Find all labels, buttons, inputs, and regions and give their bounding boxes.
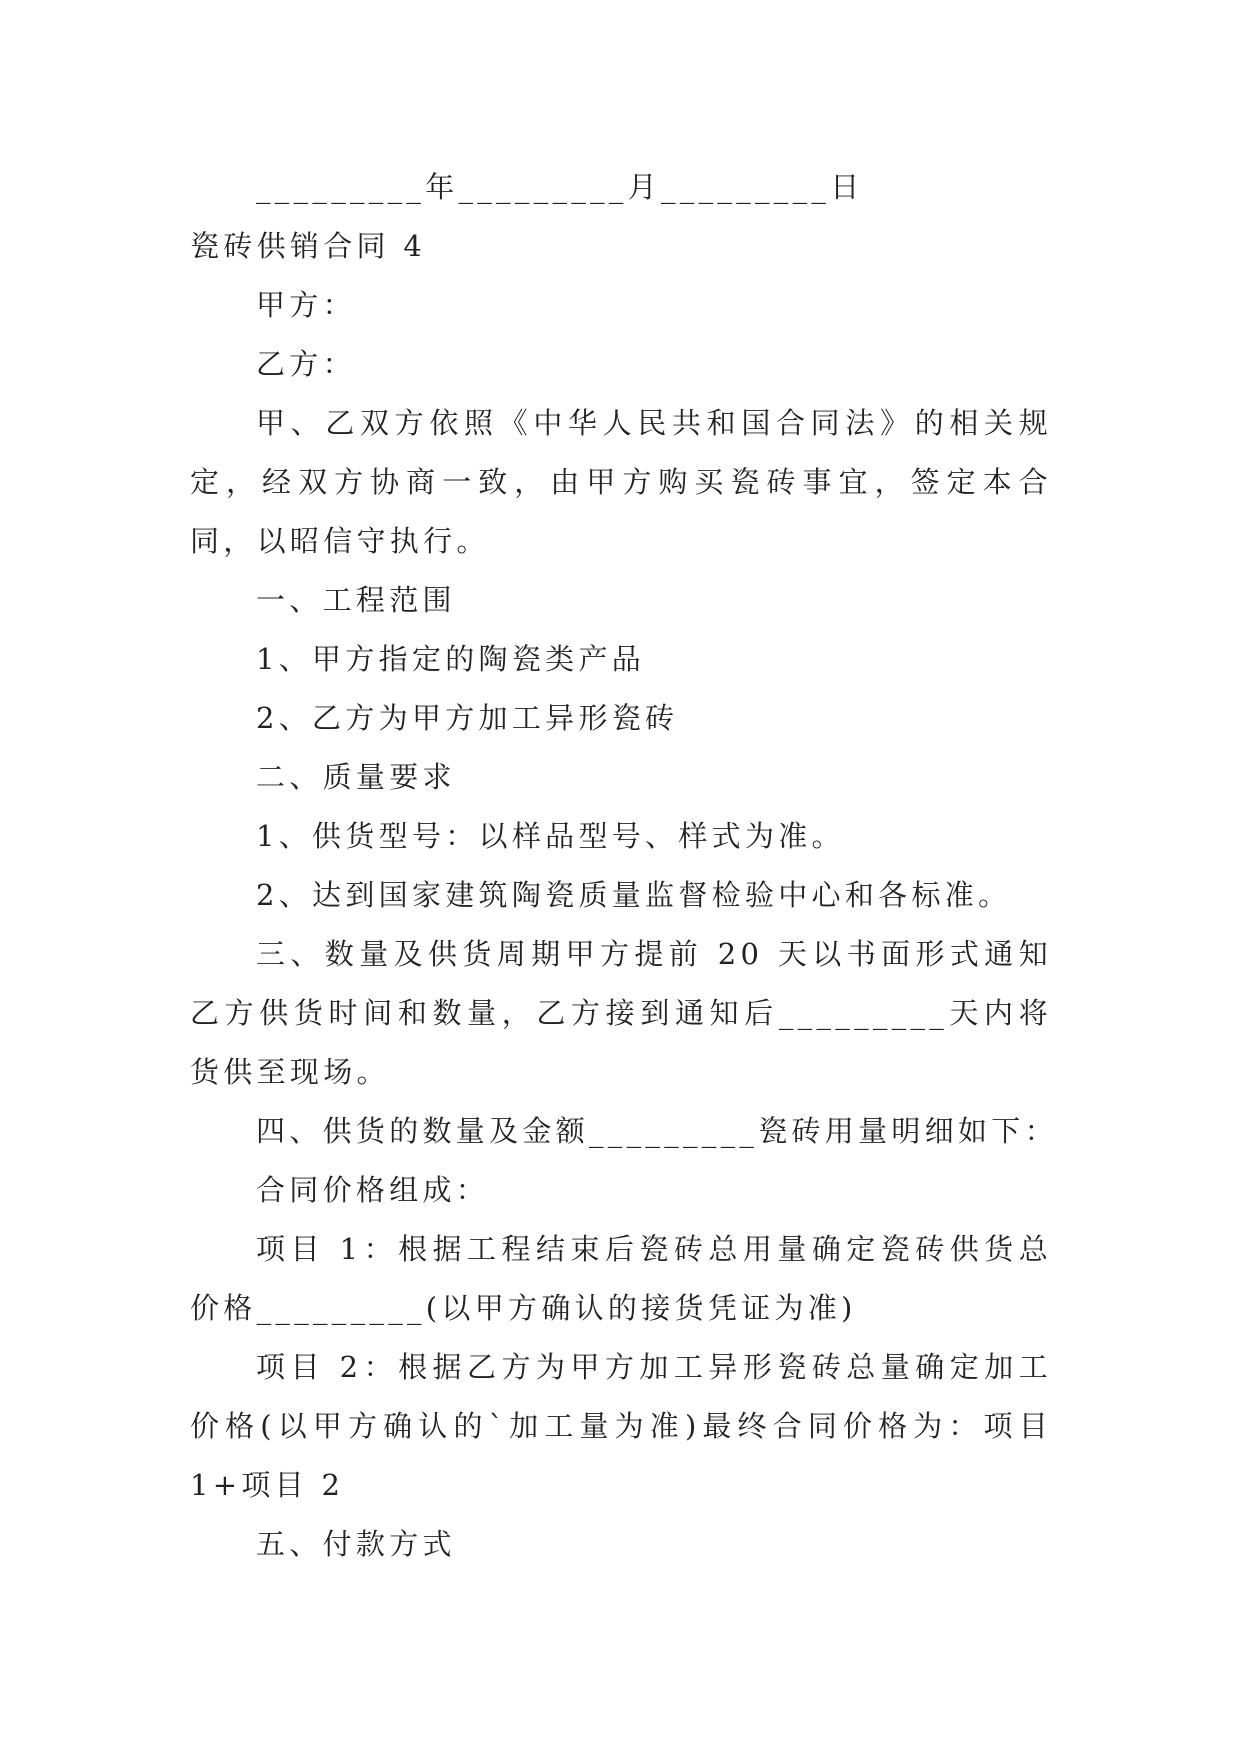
section-1-heading: 一、工程范围 (256, 583, 456, 617)
intro-paragraph: 甲、乙双方依照《中华人民共和国合同法》的相关规定，经双方协商一致，由甲方购买瓷砖事宜，签定本合同，以昭信守执行。 (190, 406, 1052, 558)
document-title: 瓷砖供销合同 4 (190, 229, 427, 263)
section-1-item-2: 2、乙方为甲方加工异形瓷砖 (256, 701, 679, 735)
party-b-label: 乙方： (256, 347, 356, 381)
section-2-item-1: 1、供货型号：以样品型号、样式为准。 (256, 819, 845, 853)
section-5-heading: 五、付款方式 (256, 1527, 456, 1561)
document-body (190, 158, 1058, 1574)
section-3-paragraph: 三、数量及供货周期甲方提前 20 天以书面形式通知乙方供货时间和数量，乙方接到通知后_________天内将货供至现场。 (190, 937, 1052, 1089)
date-line: _________年_________月_________日 (256, 170, 864, 204)
section-2-heading: 二、质量要求 (256, 760, 456, 794)
item-1-paragraph: 项目 1：根据工程结束后瓷砖总用量确定瓷砖供货总价格_________(以甲方确认的接货凭证为准) (190, 1232, 1052, 1325)
price-composition-label: 合同价格组成： (256, 1173, 490, 1207)
section-4-heading: 四、供货的数量及金额_________瓷砖用量明细如下： (256, 1114, 1058, 1148)
item-2-paragraph: 项目 2：根据乙方为甲方加工异形瓷砖总量确定加工价格(以甲方确认的`加工量为准)最终合同价格为：项目 1+项目 2 (190, 1350, 1052, 1502)
section-1-item-1: 1、甲方指定的陶瓷类产品 (256, 642, 646, 676)
section-2-item-2: 2、达到国家建筑陶瓷质量监督检验中心和各标准。 (256, 878, 1012, 912)
party-a-label: 甲方： (256, 288, 356, 322)
